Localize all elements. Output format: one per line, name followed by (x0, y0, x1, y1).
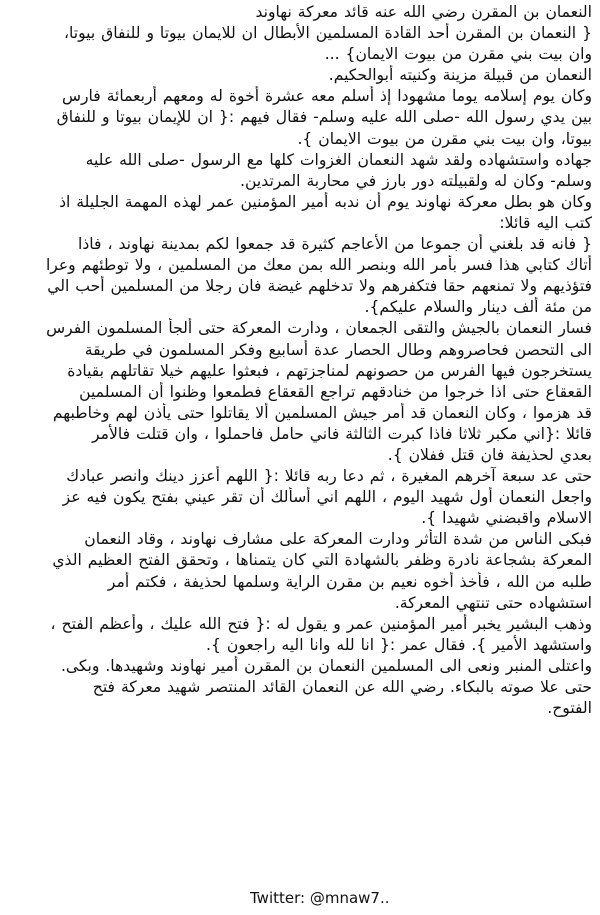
twitter-handle: Twitter: @mnaw7.. (250, 889, 390, 907)
text-line: قد هزموا ، وكان النعمان قد أمر جيش المسلمين ألا يقاتلوا حتى يأذن لهم وخاطبهم (52, 403, 592, 422)
text-line: طلبه من الله ، فأخذ أخوه نعيم بن مقرن الراية وسلمها لحذيفة ، فكتم أمر (107, 572, 592, 591)
text-line: واعتلى المنبر ونعى الى المسلمين النعمان بن المقرن أمير نهاوند وشهيدها. وبكى. (60, 656, 592, 675)
text-line: واجعل النعمان أول شهيد اليوم ، اللهم اني أسألك أن تقر عيني بفتح يكون فيه عز (62, 488, 592, 507)
text-line: بين يدي رسول الله -صلى الله عليه وسلم- فقال فيهم :{ ان للإيمان بيوتا و للنفاق (56, 108, 592, 127)
text-line: من مئة ألف دينار والسلام عليكم}. (364, 298, 592, 317)
text-line: النعمان من قبيلة مزينة وكنيته أبوالحكيم. (328, 66, 592, 85)
text-line: وسلم- وكان له ولقبيلته دور بارز في محاربة المرتدين. (240, 171, 592, 190)
text-line: { فانه قد بلغني أن جموعا من الأعاجم كثيرة قد جمعوا لكم بمدينة نهاوند ، فاذا (78, 235, 592, 254)
text-line: القعقاع حتى اذا خرجوا من خنادقهم تراجع القعقاع فطمعوا وظنوا أن المسلمين (79, 382, 592, 401)
text-line: يستخرجون فيها الفرس من حصونهم لمناجزتهم ، فبعثوا عليهم خيلا تقاتلهم بقيادة (67, 361, 592, 380)
text-line: الى التحصن فحاصروهم وطال الحصار عدة أسابيع وفكر المسلمون في طريقة (84, 340, 592, 359)
text-line: فبكى الناس من شدة التأثر ودارت المعركة على مشارف نهاوند ، وقاد النعمان (84, 530, 592, 549)
text-line: أتاك كتابي هذا فسر بأمر الله وبنصر الله بمن معك من المسلمين ، ولا توطئهم وعرا (45, 256, 592, 275)
text-line: المعركة بشجاعة نادرة وظفر بالشهادة التي كان يتمناها ، وتحقق الفتح العظيم الذي (52, 551, 592, 570)
text-line: بيوتا، وان بيت بني مقرن من بيوت الايمان }. (297, 129, 592, 148)
text-line: الفتوح. (547, 699, 592, 718)
text-line: حتى عد سبعة آخرهم المغيرة ، ثم دعا ربه قائلا :{ اللهم أعزز دينك وانصر عبادك (66, 467, 592, 486)
text-line: فسار النعمان بالجيش والتقى الجمعان ، ودارت المعركة حتى ألجأ المسلمون الفرس (46, 319, 592, 338)
text-line: الاسلام واقبضني شهيدا }. (421, 509, 592, 528)
text-line: قائلا :{اني مكبر ثلاثا فاذا كبرت الثالثة فاني حامل فاحملوا ، وان قتلت فالأمر (92, 424, 592, 443)
text-line: حتى علا صوته بالبكاء. رضي الله عن النعمان القائد المنتصر شهيد معركة فتح (92, 678, 592, 696)
article-title-line: النعمان بن المقرن رضي الله عنه قائد معركة نهاوند (255, 3, 592, 21)
article-body (6, 2, 592, 719)
text-line: كتب اليه قائلا: (499, 213, 592, 232)
text-line: جهاده واستشهاده ولقد شهد النعمان الغزوات كلها مع الرسول -صلى الله عليه (85, 150, 592, 169)
text-line: وكان هو بطل معركة نهاوند يوم أن ندبه أمير المؤمنين عمر لهذه المهمة الجليلة اذ (59, 192, 592, 211)
text-line: { النعمان بن المقرن أحد القادة المسلمين الأبطال ان للايمان بيوتا و للنفاق بيوتا، (63, 24, 592, 43)
text-line: وان بيت بني مقرن من بيوت الايمان} ... (324, 45, 592, 64)
text-line: وكان يوم إسلامه يوما مشهودا إذ أسلم معه عشرة أخوة له ومعهم أربعمائة فارس (61, 87, 592, 106)
text-line: واستشهد الأمير }. فقال عمر :{ انا لله وانا اليه راجعون }. (206, 635, 592, 654)
text-line: بعدي لحذيفة فان قتل ففلان }. (387, 445, 592, 464)
text-line: وذهب البشير يخبر أمير المؤمنين عمر و يقول له :{ فتح الله عليك ، وأعظم الفتح ، (50, 614, 592, 633)
text-line: فتؤذيهم ولا تمنعهم حقا فتكفرهم ولا تدخلهم غيضة فان رجلا من المسلمين أحب الي (47, 277, 592, 296)
text-line: استشهاده حتى تنتهي المعركة. (394, 593, 592, 612)
